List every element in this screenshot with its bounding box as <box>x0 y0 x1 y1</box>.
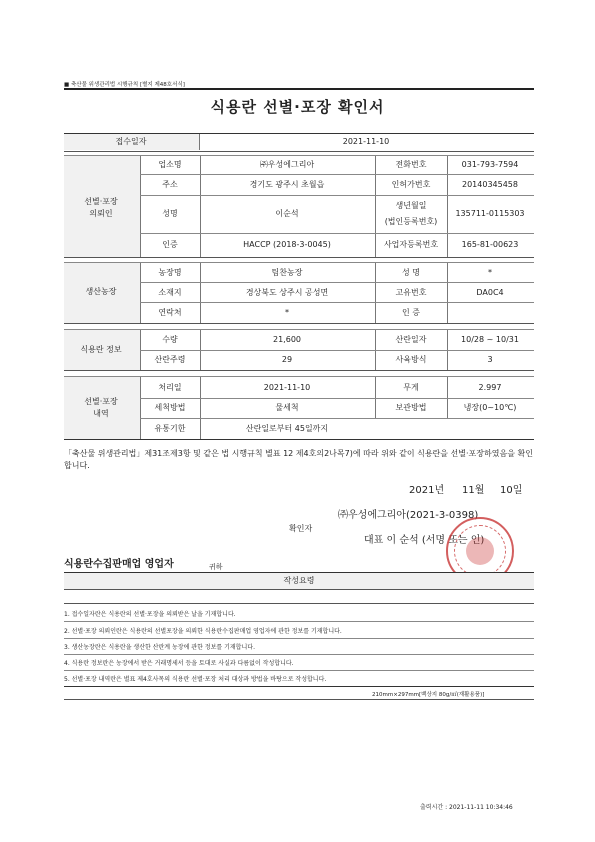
certification-value: HACCP (2018-3-0045) <box>243 240 331 249</box>
weight-label: 무게 <box>403 383 419 392</box>
farm-contact-label: 연락처 <box>158 308 182 317</box>
date-month: 11월 <box>462 485 485 496</box>
farm-location-value: 경상북도 상주시 공성면 <box>245 288 329 297</box>
license-number-label: 인허가번호 <box>391 180 431 189</box>
farm-contact-value: * <box>285 308 289 317</box>
top-border <box>64 88 534 90</box>
farm-name-label: 농장명 <box>158 268 182 277</box>
farm-id-label: 고유번호 <box>395 288 427 297</box>
guide-item: 1. 접수일자란은 식용란의 선별·포장을 의뢰받은 날을 기재합니다. <box>64 611 236 618</box>
expiry-label: 유통기한 <box>154 424 186 433</box>
quantity-label: 수량 <box>162 335 178 344</box>
rearing-method-label: 사육방식 <box>395 355 427 364</box>
birthdate-label: 생년월일 <box>395 201 427 210</box>
laying-date-value: 10/28 ~ 10/31 <box>461 335 519 344</box>
date-year: 2021년 <box>409 485 445 496</box>
receipt-date-value: 2021-11-10 <box>342 137 390 146</box>
farm-location-label: 소재지 <box>158 288 182 297</box>
paper-size-note: 210mm×297mm[백상지 80g/㎡(재활용품)] <box>372 692 485 698</box>
farm-section-label: 생산농장 <box>85 287 117 296</box>
form-reference-note: ■ 축산물 위생관리법 시행규칙 [별지 제48호서식] <box>64 82 185 88</box>
business-name-label: 업소명 <box>158 160 182 169</box>
processing-date-label: 처리일 <box>158 383 182 392</box>
document-title: 식용란 선별·포장 확인서 <box>210 98 385 116</box>
guide-header: 작성요령 <box>283 576 315 585</box>
license-number-value: 20140345458 <box>462 180 518 189</box>
rearing-method-value: 3 <box>487 355 493 364</box>
guide-item: 3. 생산농장란은 식용란을 생산한 산란계 농장에 관한 정보를 기재합니다. <box>64 644 255 651</box>
storage-method-value: 냉장(0~10℃) <box>463 403 517 412</box>
business-name-value: ㈜우성에그리아 <box>259 160 315 169</box>
corp-reg-number-value: 135711-0115303 <box>455 209 525 218</box>
farm-owner-value: * <box>488 268 492 277</box>
business-reg-number-value: 165-81-00623 <box>461 240 519 249</box>
recipient-suffix: 귀하 <box>209 563 223 571</box>
sorting-section-label: 선별·포장 내역 <box>84 397 118 418</box>
phone-value: 031-793-7594 <box>461 160 519 169</box>
guide-item: 4. 식용란 정보란은 농장에서 받은 거래명세서 등을 토대로 사실과 다름없이 작성합니다. <box>64 660 294 667</box>
farm-id-value: DA0C4 <box>476 288 504 297</box>
hen-age-value: 29 <box>281 355 293 364</box>
address-value: 경기도 광주시 초월읍 <box>249 180 325 189</box>
confirmer-ceo: 대표 이 순석 (서명 또는 인) <box>364 535 485 546</box>
phone-label: 전화번호 <box>395 160 427 169</box>
address-label: 주소 <box>162 180 178 189</box>
date-day: 10일 <box>500 485 523 496</box>
farm-owner-label: 성 명 <box>402 268 420 277</box>
weight-value: 2.997 <box>478 383 502 392</box>
declaration-text: 「축산물 위생관리법」제31조제3항 및 같은 법 시행규칙 별표 12 제4호의2나목7)에 따라 위와 같이 식용란을 선별·포장하였음을 확인합니다. <box>64 449 533 470</box>
storage-method-label: 보관방법 <box>395 403 427 412</box>
guide-item: 2. 선별·포장 의뢰인란은 식용란의 선별포장을 의뢰한 식용란수집판매업 영업자에 관한 정보를 기재합니다. <box>64 628 342 635</box>
confirmer-company: ㈜우성에그리아(2021-3-0398) <box>338 510 479 521</box>
owner-name-label: 성명 <box>162 209 178 218</box>
corp-reg-number-label: (법인등록번호) <box>384 217 438 226</box>
requester-section-label: 선별·포장 의뢰인 <box>84 197 118 218</box>
quantity-value: 21,600 <box>273 335 301 344</box>
output-timestamp: 출력시간 : 2021-11-11 10:34:46 <box>420 804 513 811</box>
confirmer-label: 확인자 <box>289 524 313 533</box>
egg-info-section-label: 식용란 정보 <box>80 345 122 354</box>
laying-date-label: 산란일자 <box>395 335 427 344</box>
receipt-date-label: 접수일자 <box>115 137 147 146</box>
hen-age-label: 산란주령 <box>154 355 186 364</box>
washing-method-value: 물세척 <box>275 403 299 412</box>
washing-method-label: 세척방법 <box>154 403 186 412</box>
recipient-name: 식용란수집판매업 영업자 <box>64 559 174 570</box>
certification-label: 인증 <box>162 240 178 249</box>
guide-item: 5. 선별·포장 내역란은 별표 제4호사목의 식용란 선별·포장 처리 대상과 방법을 바탕으로 작성합니다. <box>64 676 327 683</box>
business-reg-number-label: 사업자등록번호 <box>383 240 439 249</box>
owner-name-value: 이순석 <box>275 209 299 218</box>
farm-certification-label: 인 증 <box>402 308 420 317</box>
farm-name-value: 팀찬농장 <box>271 268 303 277</box>
processing-date-value: 2021-11-10 <box>263 383 311 392</box>
expiry-value: 산란일로부터 45일까지 <box>245 424 329 433</box>
seal-center <box>466 537 494 565</box>
